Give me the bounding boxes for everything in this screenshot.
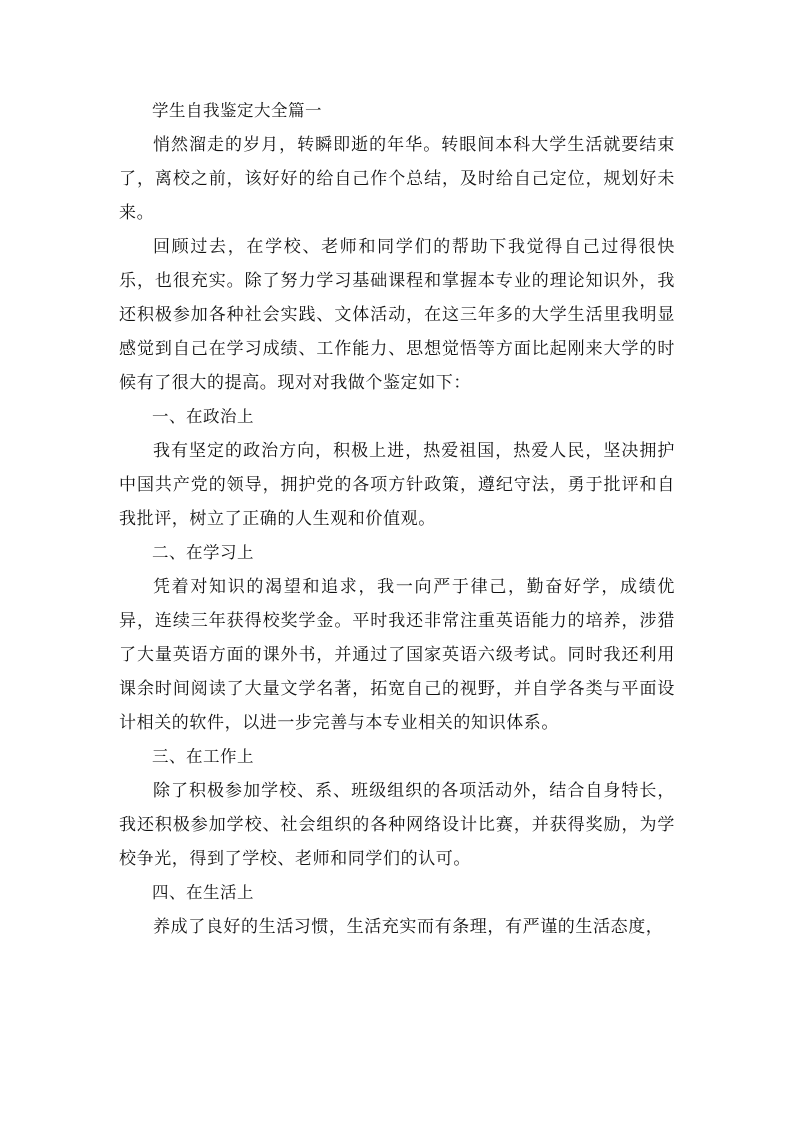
heading-politics: 一、在政治上 bbox=[152, 407, 254, 426]
heading-work: 三、在工作上 bbox=[152, 747, 254, 766]
paragraph-study: 凭着对知识的渴望和追求，我一向严于律己，勤奋好学，成绩优异，连续三年获得校奖学金。平时我还非常注重英语能力的培养，涉猎了大量英语方面的课外书，并通过了国家英语六级考试。同时我还利用课余时间阅读了大量文学名著，拓宽自己的视野，并自学各类与平面设计相关的软件，以进一步完善与本专业相关的知识体系。 bbox=[119, 577, 675, 733]
paragraph-work: 除了积极参加学校、系、班级组织的各项活动外，结合自身特长，我还积极参加学校、社会组织的各种网络设计比赛，并获得奖励，为学校争光，得到了学校、老师和同学们的认可。 bbox=[119, 781, 675, 869]
paragraph-life: 养成了良好的生活习惯，生活充实而有条理，有严谨的生活态度， bbox=[153, 917, 664, 937]
heading-study: 二、在学习上 bbox=[152, 543, 254, 562]
document-title: 学生自我鉴定大全篇一 bbox=[152, 101, 322, 120]
paragraph-intro: 悄然溜走的岁月，转瞬即逝的年华。转眼间本科大学生活就要结束了，离校之前，该好好的给自己作个总结，及时给自己定位，规划好未来。 bbox=[119, 135, 675, 223]
paragraph-review: 回顾过去，在学校、老师和同学们的帮助下我觉得自己过得很快乐，也很充实。除了努力学习基础课程和掌握本专业的理论知识外，我还积极参加各种社会实践、文体活动，在这三年多的大学生活里我明显感觉到自己在学习成绩、工作能力、思想觉悟等方面比起刚来大学的时候有了很大的提高。现对对我做个鉴定如下： bbox=[119, 237, 675, 393]
heading-life: 四、在生活上 bbox=[152, 883, 254, 902]
document-page bbox=[119, 94, 675, 944]
paragraph-politics: 我有坚定的政治方向，积极上进，热爱祖国，热爱人民，坚决拥护中国共产党的领导，拥护党的各项方针政策，遵纪守法，勇于批评和自我批评，树立了正确的人生观和价值观。 bbox=[119, 441, 675, 529]
